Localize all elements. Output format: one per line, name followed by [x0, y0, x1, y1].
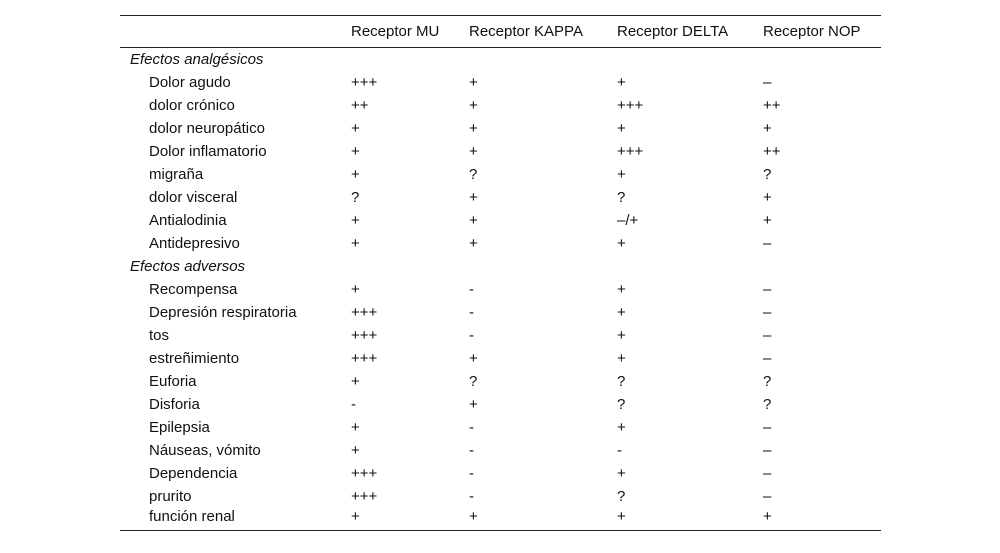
table-body: [120, 48, 881, 531]
cell-receptor-delta: ?: [617, 487, 626, 505]
row-label: Euforia: [149, 372, 197, 390]
row-label: Dolor agudo: [149, 73, 231, 91]
cell-receptor-delta: ?: [617, 188, 626, 206]
cell-receptor-nop: –: [763, 280, 772, 298]
table-row: [120, 71, 881, 94]
header-receptor-kappa: Receptor KAPPA: [469, 23, 583, 40]
section-row: [120, 48, 881, 71]
row-label: dolor visceral: [149, 188, 238, 206]
cell-receptor-mu: +: [351, 280, 360, 298]
cell-receptor-delta: -: [617, 441, 622, 459]
cell-receptor-mu: +: [351, 418, 360, 436]
row-label: tos: [149, 326, 170, 344]
cell-receptor-mu: +: [351, 142, 360, 160]
cell-receptor-nop: +: [763, 119, 772, 137]
table-row: [120, 393, 881, 416]
row-label: Depresión respiratoria: [149, 303, 297, 321]
cell-receptor-mu: +: [351, 211, 360, 229]
cell-receptor-mu: +++: [351, 464, 378, 482]
table-row: [120, 186, 881, 209]
table-row: [120, 117, 881, 140]
cell-receptor-delta: ?: [617, 372, 626, 390]
row-label: Náuseas, vómito: [149, 441, 261, 459]
cell-receptor-mu: +: [351, 508, 360, 526]
cell-receptor-delta: +: [617, 303, 626, 321]
cell-receptor-kappa: -: [469, 441, 474, 459]
cell-receptor-delta: +: [617, 508, 626, 526]
cell-receptor-kappa: +: [469, 188, 478, 206]
cell-receptor-delta: +: [617, 119, 626, 137]
cell-receptor-mu: +++: [351, 326, 378, 344]
cell-receptor-delta: +: [617, 165, 626, 183]
cell-receptor-nop: ?: [763, 395, 772, 413]
section-row: [120, 255, 881, 278]
cell-receptor-nop: +: [763, 211, 772, 229]
row-label: Antidepresivo: [149, 234, 240, 252]
cell-receptor-mu: +: [351, 372, 360, 390]
table-header: [120, 16, 881, 48]
cell-receptor-kappa: ?: [469, 165, 478, 183]
table-row: [120, 94, 881, 117]
row-label: Epilepsia: [149, 418, 210, 436]
table-row: [120, 485, 881, 508]
cell-receptor-delta: +: [617, 234, 626, 252]
cell-receptor-kappa: +: [469, 395, 478, 413]
cell-receptor-nop: –: [763, 73, 772, 91]
cell-receptor-nop: +: [763, 188, 772, 206]
row-label: dolor crónico: [149, 96, 235, 114]
cell-receptor-kappa: -: [469, 418, 474, 436]
cell-receptor-delta: +++: [617, 96, 644, 114]
table-row: [120, 462, 881, 485]
cell-receptor-mu: +++: [351, 303, 378, 321]
table-row: [120, 278, 881, 301]
cell-receptor-nop: ?: [763, 165, 772, 183]
cell-receptor-mu: +++: [351, 349, 378, 367]
section-label: Efectos adversos: [130, 257, 246, 275]
cell-receptor-nop: –: [763, 464, 772, 482]
row-label: función renal: [149, 508, 235, 526]
cell-receptor-delta: +++: [617, 142, 644, 160]
table-row: [120, 209, 881, 232]
cell-receptor-delta: –/+: [617, 211, 639, 229]
header-receptor-nop: Receptor NOP: [763, 23, 861, 40]
row-label: Antialodinia: [149, 211, 227, 229]
table-row: [120, 140, 881, 163]
cell-receptor-nop: –: [763, 418, 772, 436]
cell-receptor-nop: –: [763, 234, 772, 252]
cell-receptor-delta: +: [617, 326, 626, 344]
cell-receptor-kappa: +: [469, 142, 478, 160]
cell-receptor-nop: +: [763, 508, 772, 526]
row-label: Disforia: [149, 395, 200, 413]
receptor-effects-table: [120, 15, 881, 531]
cell-receptor-mu: +++: [351, 73, 378, 91]
cell-receptor-kappa: -: [469, 487, 474, 505]
table-row: [120, 370, 881, 393]
cell-receptor-kappa: +: [469, 96, 478, 114]
cell-receptor-nop: –: [763, 326, 772, 344]
cell-receptor-mu: -: [351, 395, 356, 413]
cell-receptor-mu: ?: [351, 188, 360, 206]
cell-receptor-nop: ++: [763, 96, 781, 114]
cell-receptor-kappa: +: [469, 211, 478, 229]
cell-receptor-nop: ?: [763, 372, 772, 390]
table-row: [120, 508, 881, 531]
cell-receptor-kappa: +: [469, 508, 478, 526]
cell-receptor-kappa: -: [469, 303, 474, 321]
table-row: [120, 439, 881, 462]
header-row: [120, 16, 881, 48]
header-corner: [120, 16, 351, 48]
cell-receptor-kappa: +: [469, 73, 478, 91]
cell-receptor-nop: ++: [763, 142, 781, 160]
cell-receptor-nop: –: [763, 349, 772, 367]
cell-receptor-delta: +: [617, 418, 626, 436]
row-label: migraña: [149, 165, 204, 183]
row-label: estreñimiento: [149, 349, 240, 367]
cell-receptor-kappa: +: [469, 349, 478, 367]
cell-receptor-kappa: -: [469, 280, 474, 298]
cell-receptor-delta: ?: [617, 395, 626, 413]
cell-receptor-kappa: -: [469, 464, 474, 482]
cell-receptor-delta: +: [617, 280, 626, 298]
row-label: Recompensa: [149, 280, 238, 298]
cell-receptor-kappa: -: [469, 326, 474, 344]
cell-receptor-mu: +++: [351, 487, 378, 505]
table-row: [120, 324, 881, 347]
cell-receptor-mu: +: [351, 165, 360, 183]
cell-receptor-nop: –: [763, 303, 772, 321]
header-receptor-mu: Receptor MU: [351, 23, 440, 40]
receptor-effects-table-container: [120, 15, 881, 531]
header-receptor-delta: Receptor DELTA: [617, 23, 729, 40]
cell-receptor-kappa: +: [469, 119, 478, 137]
cell-receptor-mu: +: [351, 119, 360, 137]
cell-receptor-mu: ++: [351, 96, 369, 114]
cell-receptor-delta: +: [617, 464, 626, 482]
cell-receptor-kappa: +: [469, 234, 478, 252]
row-label: prurito: [149, 487, 192, 505]
row-label: Dolor inflamatorio: [149, 142, 267, 160]
cell-receptor-nop: –: [763, 441, 772, 459]
table-row: [120, 163, 881, 186]
row-label: Dependencia: [149, 464, 238, 482]
cell-receptor-kappa: ?: [469, 372, 478, 390]
cell-receptor-delta: +: [617, 349, 626, 367]
table-row: [120, 232, 881, 255]
section-label: Efectos analgésicos: [130, 50, 264, 68]
cell-receptor-delta: +: [617, 73, 626, 91]
cell-receptor-mu: +: [351, 234, 360, 252]
table-row: [120, 416, 881, 439]
cell-receptor-mu: +: [351, 441, 360, 459]
row-label: dolor neuropático: [149, 119, 265, 137]
table-row: [120, 347, 881, 370]
table-row: [120, 301, 881, 324]
cell-receptor-nop: –: [763, 487, 772, 505]
